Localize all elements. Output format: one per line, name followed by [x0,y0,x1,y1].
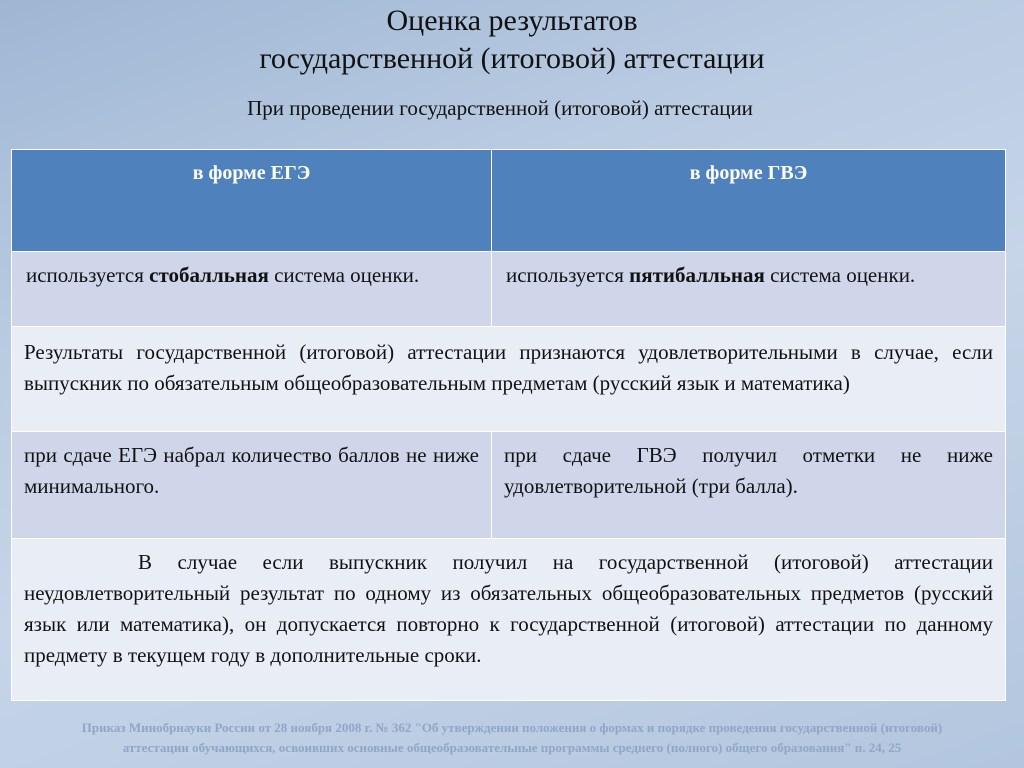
title-line-1: Оценка результатов [386,4,638,37]
header-cell-gve [492,150,1006,252]
header-cell-ege [12,150,492,252]
cell-retake [12,539,1006,701]
cell-results-criteria [12,327,1006,432]
gve-pass-text: при сдаче ГВЭ получил отметки не ниже удовлетворительной (три балла). [504,443,993,498]
ege-grading-bold: стобалльная [149,263,269,287]
gve-grading-pre: используется [506,263,630,287]
gve-grading-bold: пятибалльная [629,263,765,287]
header-ege-label: в форме ЕГЭ [192,162,311,184]
comparison-table [11,149,1006,701]
table-header-row [12,150,1006,252]
retake-text: В случае если выпускник получил на государственной (итоговой) аттестации неудовлетворительный результат по одному из обязательных общеобразовательных предметов (русский язык или математика), он допускается повторно к государственной (итоговой) аттестации по данному предмету в текущем году в дополнительные сроки. [24,550,993,667]
cell-gve-pass [492,432,1006,539]
cell-gve-grading [492,252,1006,327]
cell-ege-grading [12,252,492,327]
table-row-retake [12,539,1006,701]
ege-grading-post: система оценки. [268,263,420,287]
table-row-pass-conditions [12,432,1006,539]
footer-reference [0,718,1024,758]
footer-line-1: Приказ Минобрнауки России от 28 ноября 2008 г. № 362 "Об утверждении положения о формах и порядке проведения государственной (итоговой) [81,720,943,735]
ege-grading-pre: используется [26,263,150,287]
table-row-grading-system [12,252,1006,327]
gve-grading-text [492,252,1005,291]
slide-title [0,2,1024,78]
results-criteria-text: Результаты государственной (итоговой) аттестации признаются удовлетворительными в случае, если выпускник по обязательным общеобразовательным предметам (русский язык и математика) [24,340,993,395]
header-gve-label: в форме ГВЭ [689,162,808,184]
title-line-2: государственной (итоговой) аттестации [259,42,765,75]
ege-pass-text: при сдаче ЕГЭ набрал количество баллов не ниже минимального. [24,443,479,498]
ege-grading-text [12,252,491,291]
gve-grading-post: система оценки. [764,263,916,287]
cell-ege-pass [12,432,492,539]
footer-line-2: аттестации обучающихся, освоивших основные общеобразовательные программы среднего (полного) общего образования" п. 24, 25 [122,740,902,755]
table-row-results-criteria [12,327,1006,432]
slide-subtitle: При проведении государственной (итоговой) аттестации [247,96,753,120]
